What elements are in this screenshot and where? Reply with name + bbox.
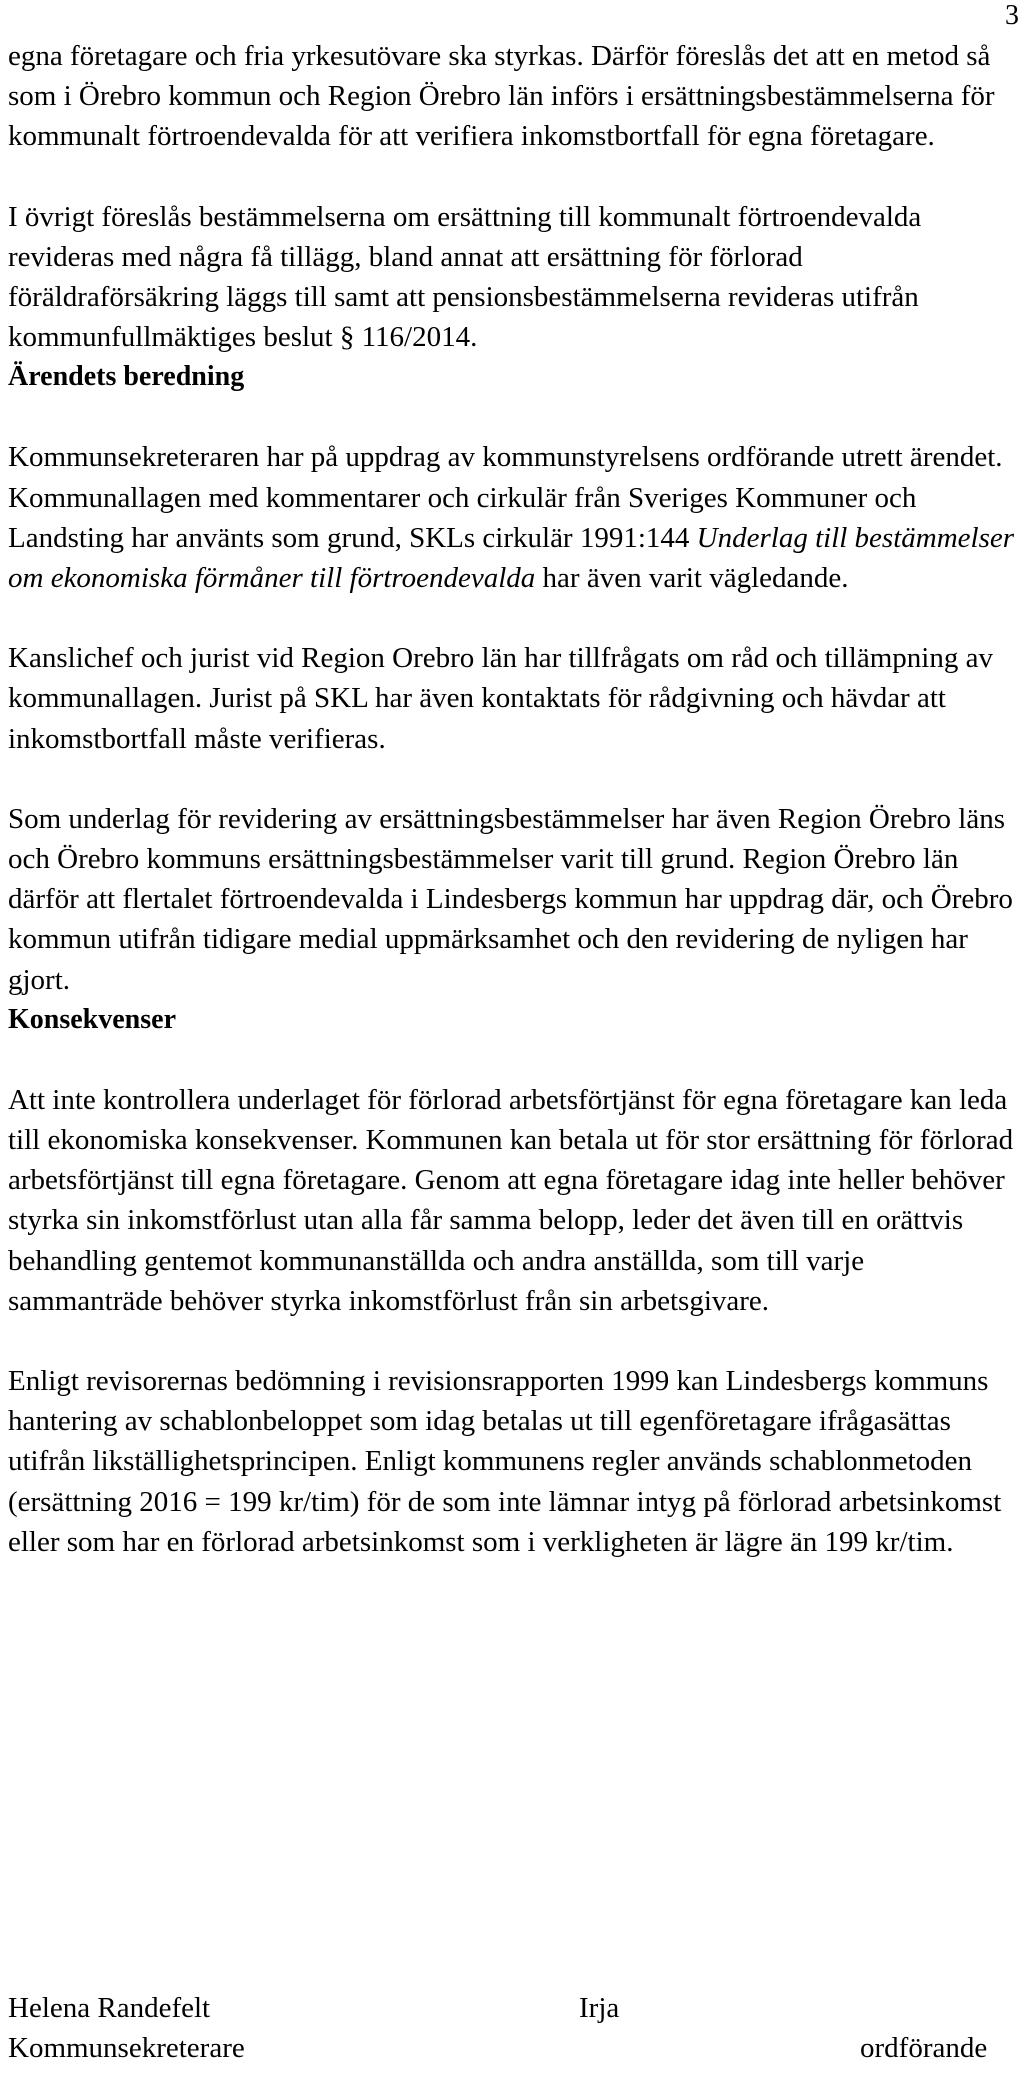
paragraph-other-revisions: I övrigt föreslås bestämmelserna om ersättning till kommunalt förtroendevalda revideras med några få tillägg, bland annat att ersättning för förlorad föräldraförsäkring läggs till samt att pensionsbestämmelserna revideras utifrån kommunfullmäktiges beslut § 116/2014. <box>8 200 922 354</box>
paragraph-kontrollera: Att inte kontrollera underlaget för förlorad arbetsförtjänst för egna företagare kan leda till ekonomiska konsekvenser. Kommunen kan betala ut för stor ersättning för förlorad arbetsförtjänst till egna företagare. Genom att egna företagare idag inte heller behöver styrka sin inkomstförlust utan alla får samma belopp, leder det även till en orättvis behandling gentemot kommunanställda och andra anställda, som till varje sammanträde behöver styrka inkomstförlust från sin arbetsgivare. <box>8 1083 1014 1317</box>
heading-konsekvenser: Konsekvenser <box>8 1003 176 1035</box>
paragraph-text: Kommunsekreteraren har på uppdrag av kommunstyrelsens ordförande utrett ärendet. Kommunallagen med kommentarer och cirkulär från Sveriges Kommuner och Landsting har använts som grund, SKLs cirkulär 1991:144 <box>8 441 1003 554</box>
signature-middle <box>579 1988 619 2028</box>
signature-name: Helena Randefelt <box>8 1992 211 2024</box>
document-body <box>8 36 1020 1562</box>
page-number: 3 <box>1005 0 1019 31</box>
paragraph-revisorernas: Enligt revisorernas bedömning i revisionsrapporten 1999 kan Lindesbergs kommuns hantering av schablonbeloppet som idag betalas ut till egenföretagare ifrågasättas utifrån likställighetsprincipen. Enligt kommunens regler används schablonmetoden (ersättning 2016 = 199 kr/tim) för de som inte lämnar intyg på förlorad arbetsinkomst eller som har en förlorad arbetsinkomst som i verkligheten är lägre än 199 kr/tim. <box>8 1365 1002 1558</box>
signature-block <box>8 1988 1020 2073</box>
paragraph-text: har även varit vägledande. <box>535 562 849 595</box>
signature-left <box>8 1988 245 2068</box>
signature-right-title: ordförande <box>860 2032 988 2064</box>
paragraph-underlag: Som underlag för revidering av ersättningsbestämmelser har även Region Örebro läns och Örebro kommuns ersättningsbestämmelser varit till grund. Region Örebro län därför att flertalet förtroendevalda i Lindesbergs kommun har uppdrag där, och Örebro kommun utifrån tidigare medial uppmärksamhet och den revidering de nyligen har gjort. <box>8 802 1013 996</box>
paragraph-kanslichef: Kanslichef och jurist vid Region Orebro län har tillfrågats om råd och tillämpning av kommunallagen. Jurist på SKL har även kontaktats för rådgivning och hävdar att inkomstbortfall måste verifieras. <box>8 642 993 755</box>
paragraph-intro: egna företagare och fria yrkesutövare ska styrkas. Därför föreslås det att en metod så som i Örebro kommun och Region Örebro län införs i ersättningsbestämmelserna för kommunalt förtroendevalda för att verifiera inkomstbortfall för egna företagare. <box>8 40 995 153</box>
italic-title: Underlag till bestämmelser om ekonomiska förmåner till förtroendevalda <box>8 521 1015 595</box>
signature-name: Irja <box>579 1992 620 2024</box>
paragraph-kommunsekreteraren <box>8 437 1020 598</box>
heading-arendets-beredning: Ärendets beredning <box>8 361 245 393</box>
signature-title: Kommunsekreterare <box>8 2032 245 2064</box>
